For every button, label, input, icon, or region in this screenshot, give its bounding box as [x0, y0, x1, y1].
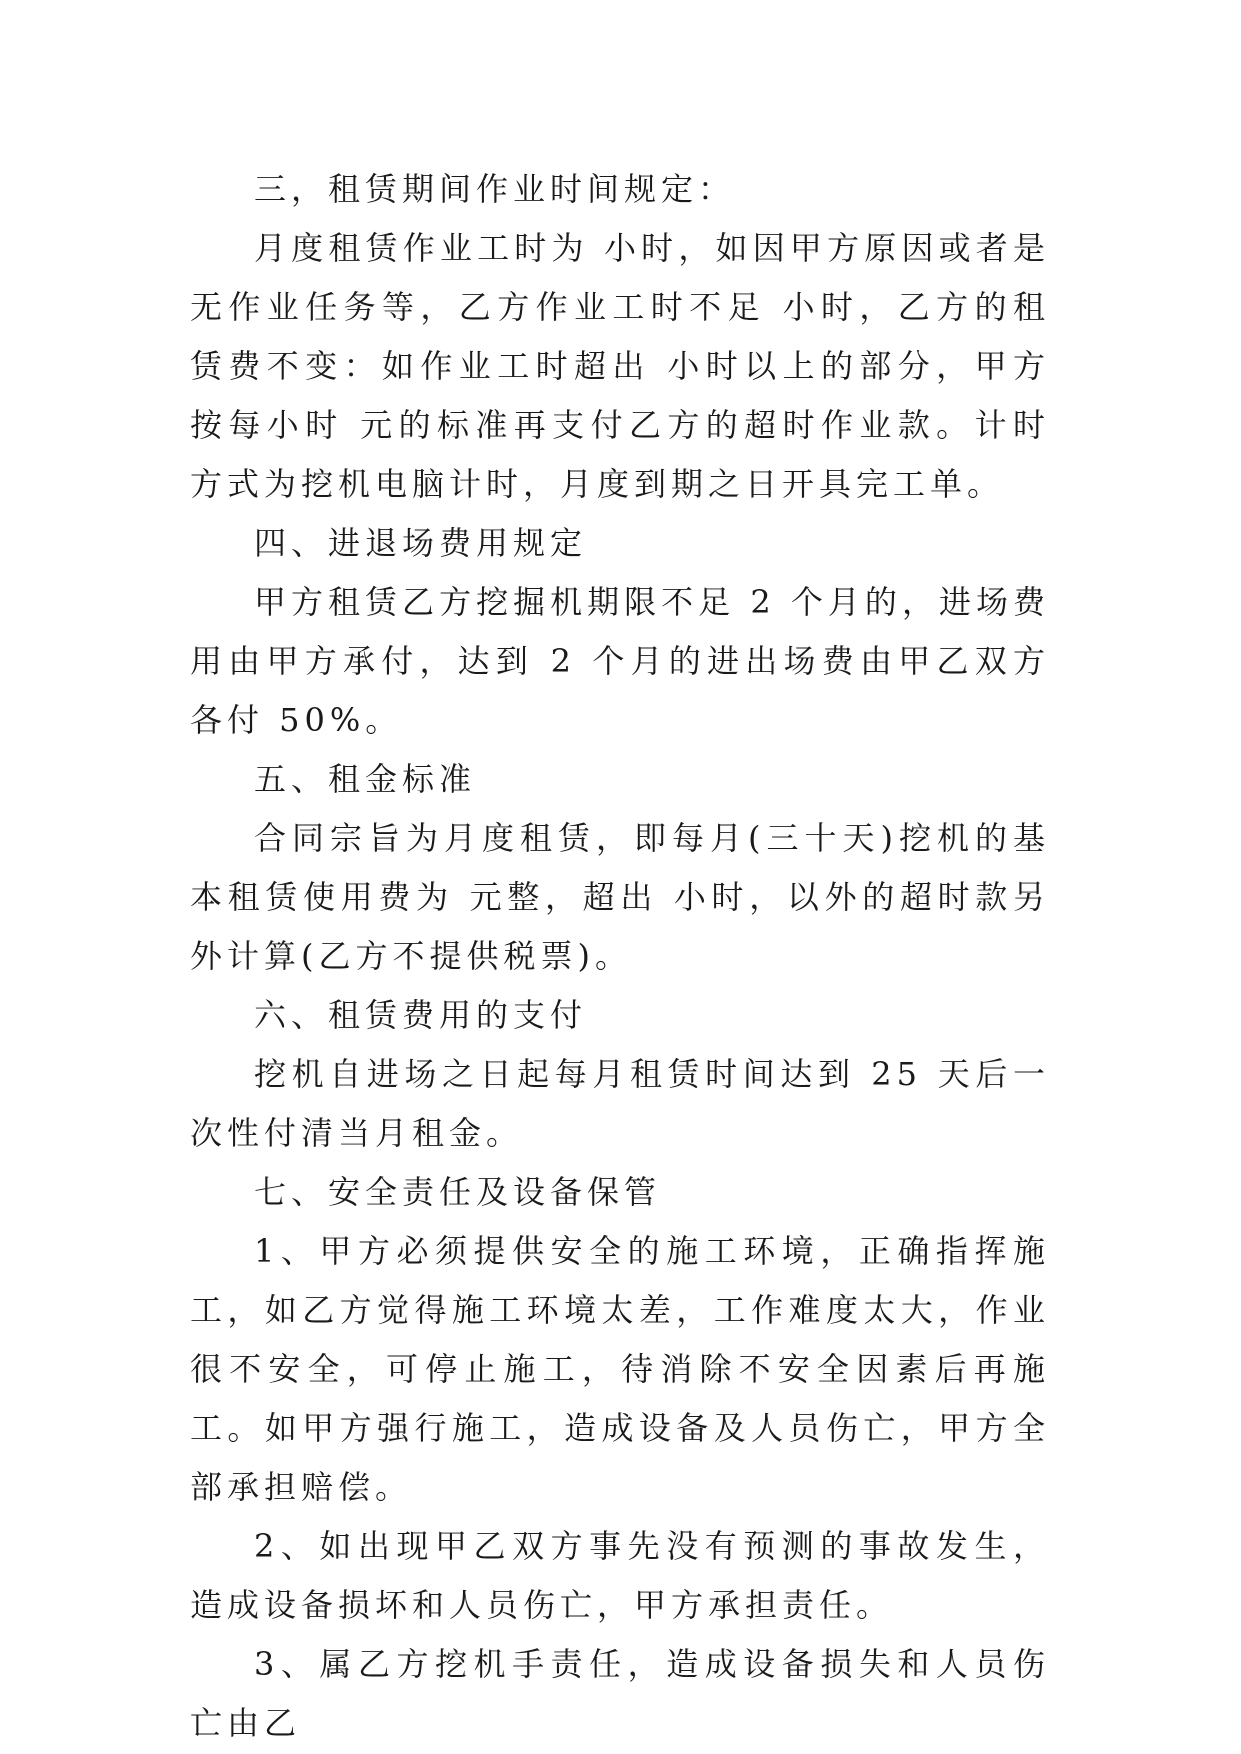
- section-heading-work-hours: 三，租赁期间作业时间规定：: [254, 170, 736, 208]
- section-heading-entry-exit-fees: 四、进退场费用规定: [254, 524, 588, 562]
- document-body: [190, 160, 1050, 1753]
- paragraph-work-hours: 月度租赁作业工时为 小时，如因甲方原因或者是无作业任务等，乙方作业工时不足 小时，乙方的租赁费不变：如作业工时超出 小时以上的部分，甲方按每小时 元的标准再支付乙方的超时作业款。计时方式为挖机电脑计时，月度到期之日开具完工单。: [190, 229, 1050, 503]
- paragraph-payment: 挖机自进场之日起每月租赁时间达到 25 天后一次性付清当月租金。: [190, 1055, 1050, 1152]
- section-heading-payment: 六、租赁费用的支付: [254, 996, 588, 1034]
- paragraph-entry-exit-fees: 甲方租赁乙方挖掘机期限不足 2 个月的，进场费用由甲方承付，达到 2 个月的进出场费由甲乙双方各付 50%。: [190, 583, 1050, 739]
- section-heading-rent-standard: 五、租金标准: [254, 760, 477, 798]
- paragraph-safety-3: 3、属乙方挖机手责任，造成设备损失和人员伤亡由乙: [190, 1645, 1050, 1742]
- paragraph-safety-1: 1、甲方必须提供安全的施工环境，正确指挥施工，如乙方觉得施工环境太差，工作难度太大，作业很不安全，可停止施工，待消除不安全因素后再施工。如甲方强行施工，造成设备及人员伤亡，甲方全部承担赔偿。: [190, 1232, 1050, 1506]
- paragraph-rent-standard: 合同宗旨为月度租赁，即每月(三十天)挖机的基本租赁使用费为 元整，超出 小时，以外的超时款另外计算(乙方不提供税票)。: [190, 819, 1050, 975]
- paragraph-safety-2: 2、如出现甲乙双方事先没有预测的事故发生，造成设备损坏和人员伤亡，甲方承担责任。: [190, 1527, 1050, 1624]
- section-heading-safety: 七、安全责任及设备保管: [254, 1173, 662, 1211]
